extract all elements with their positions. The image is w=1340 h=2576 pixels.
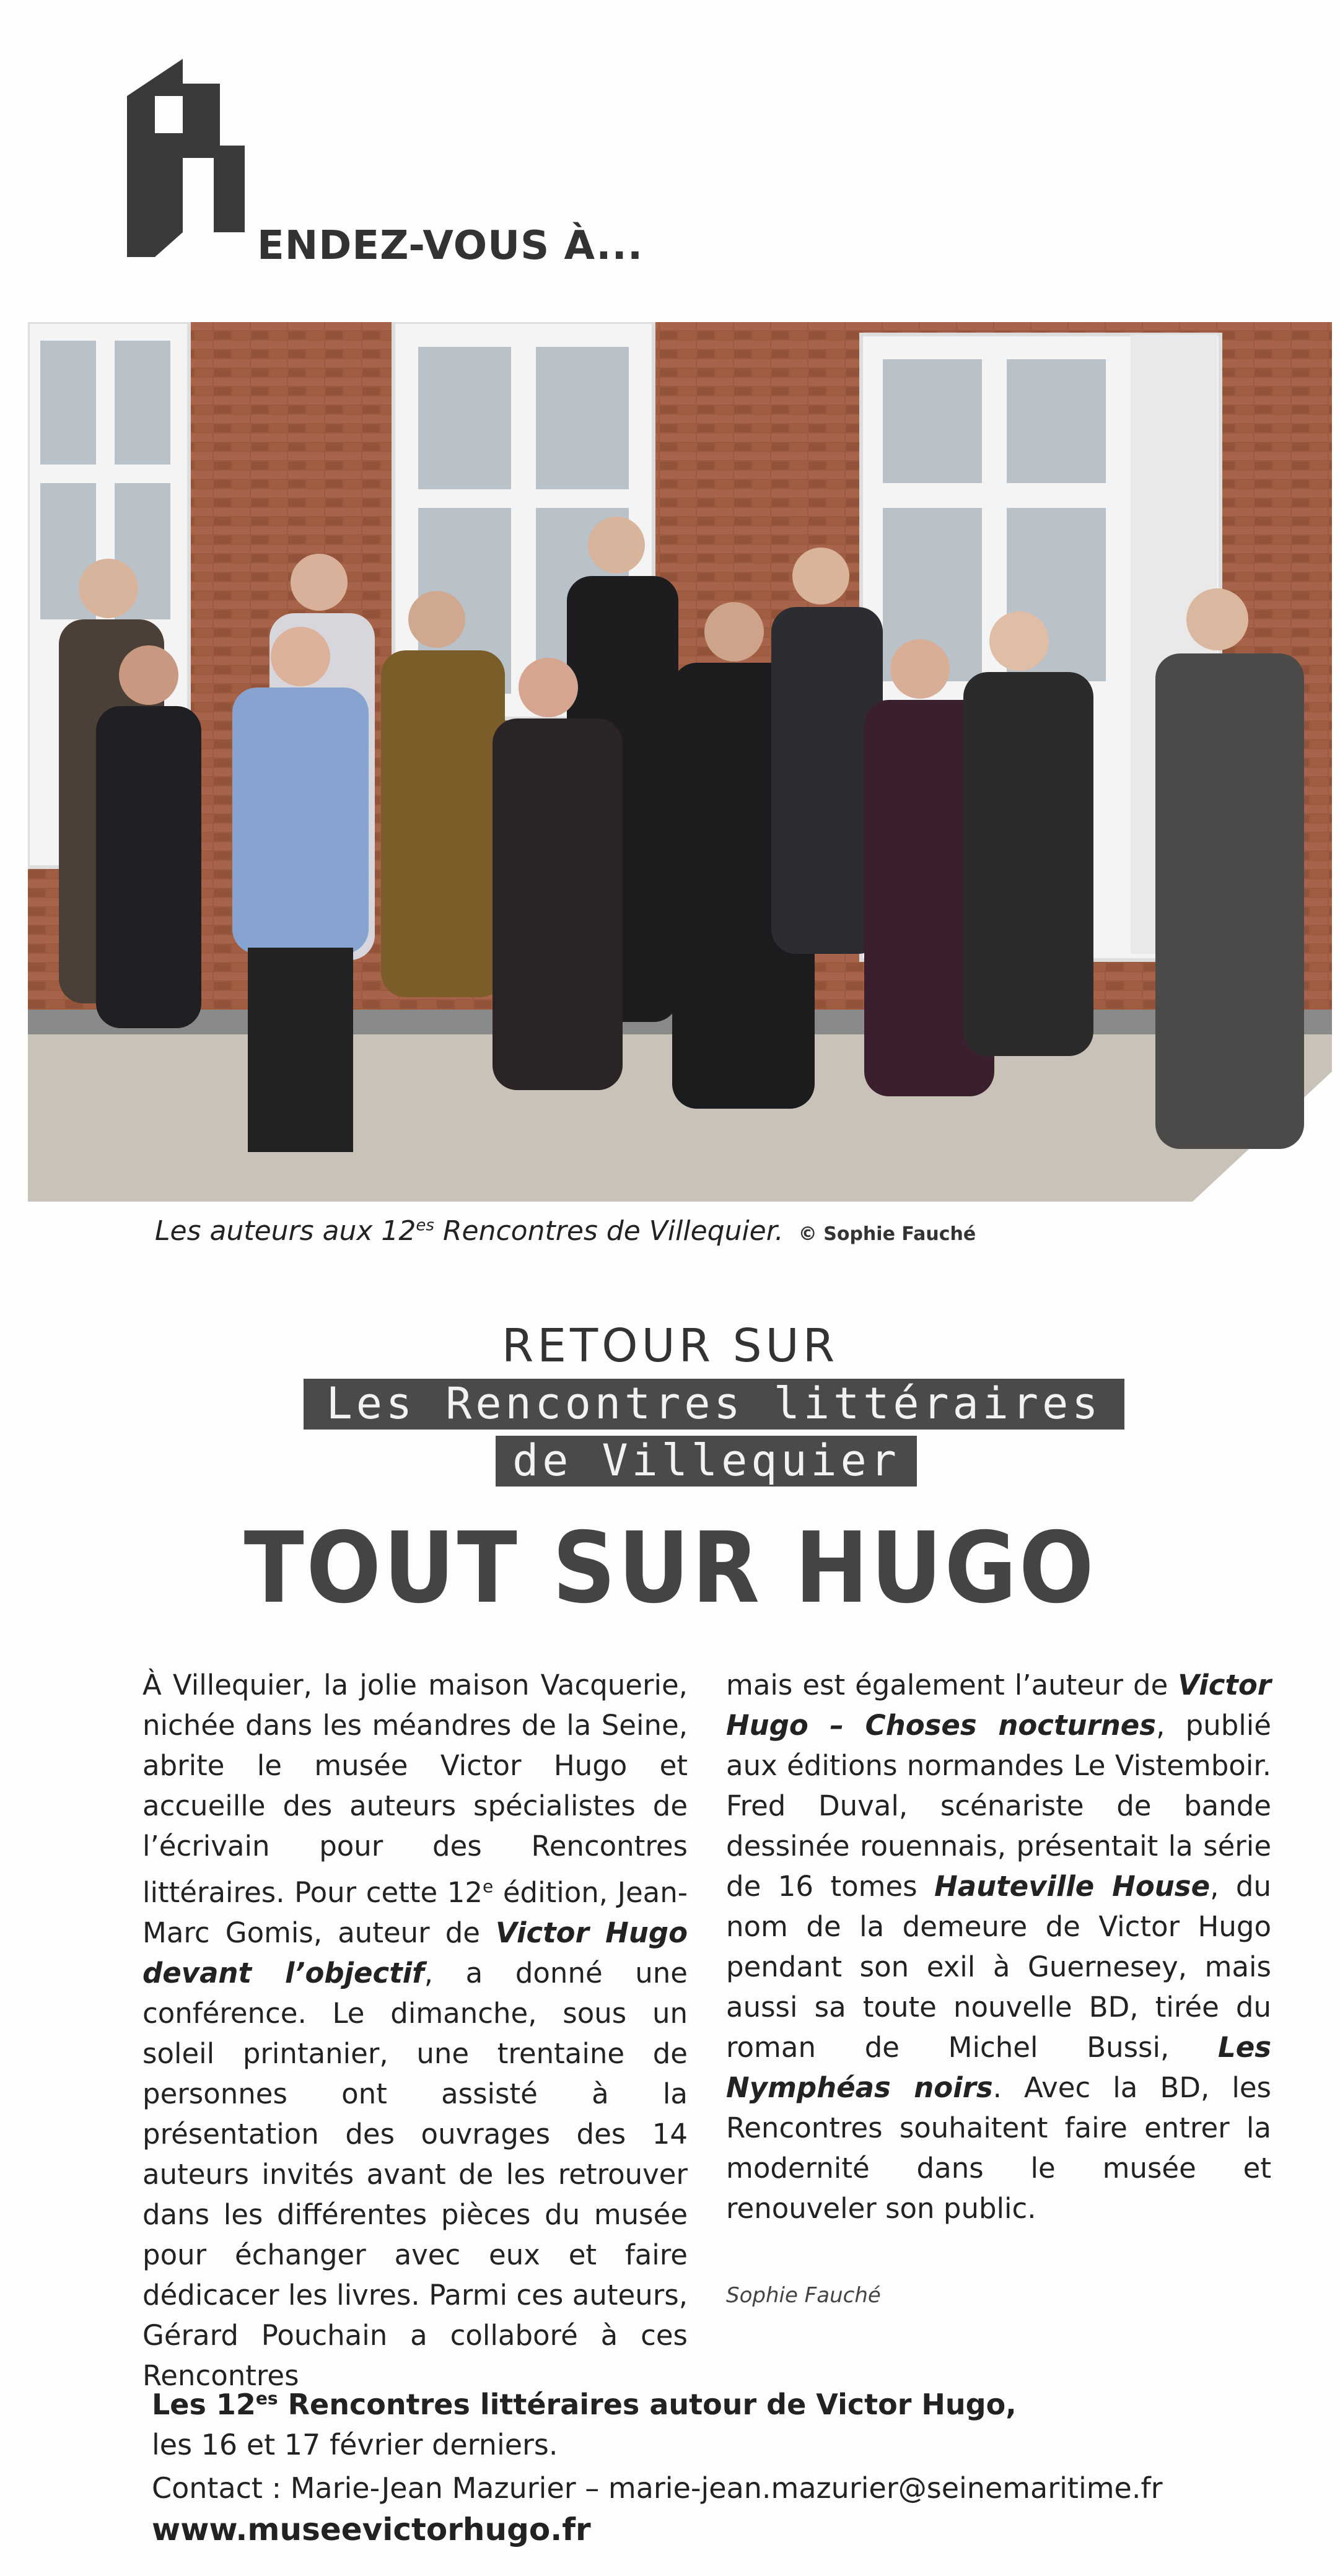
article-column-left: À Villequier, la jolie maison Vacquerie, nichée dans les méandres de la Seine, abrite le musée Victor Hugo et accueille des auteurs spécialistes de l’écrivain pour des Rencontres littéraires. Pour cette 12e édition, Jean-Marc Gomis, auteur de Victor Hugo devant l’objectif, a donné une conférence. Le dimanche, sous un soleil printanier, une trentaine de personnes ont assisté à la présentation des ouvrages des 14 auteurs invités avant de les retrouver dans les différentes pièces du musée pour échanger avec eux et faire dédicacer les livres. Parmi ces auteurs, Gérard Pouchain a collaboré à ces Rencontres (142, 1669, 688, 2392)
kicker: RETOUR SUR (501, 1319, 839, 1373)
photo-caption: Les auteurs aux $12^{es}$ Rencontres de Villequier. © Sophie Fauché (155, 1215, 976, 1247)
book-title: Les Nymphéas noirs (726, 2031, 1271, 2104)
website-link[interactable]: www.museevictorhugo.fr (152, 2512, 591, 2548)
subtitle-band-line2: de Villequier (496, 1436, 917, 1487)
photo-credit: © Sophie Fauché (798, 1223, 976, 1245)
author-signature: Sophie Fauché (726, 2283, 881, 2308)
header-text: ENDEZ-VOUS À... (257, 223, 644, 269)
book-title: Victor Hugo devant l’objectif (142, 1916, 688, 1989)
subtitle-band-line1: Les Rencontres littéraires (304, 1379, 1124, 1430)
book-title: Hauteville House (934, 1870, 1211, 1903)
contact-line: Contact : Marie-Jean Mazurier – marie-jean.mazurier@seinemaritime.fr (152, 2471, 1163, 2505)
big-r-logo (127, 59, 245, 257)
event-dates: les 16 et 17 février derniers. (152, 2428, 558, 2461)
event-title: Les $12^{es}$ Rencontres littéraires autour de Victor Hugo, (152, 2388, 1017, 2421)
group-photo (28, 322, 1332, 1202)
book-title: Victor Hugo – Choses nocturnes (726, 1669, 1271, 1742)
article-column-right: mais est également l’auteur de Victor Hugo – Choses nocturnes, publié aux éditions normandes Le Vistemboir. Fred Duval, scénariste de bande dessinée rouennais, présentait la série de 16 tomes Hauteville House, du nom de la demeure de Victor Hugo pendant son exil à Guernesey, mais aussi sa toute nouvelle BD, tirée du roman de Michel Bussi, Les Nymphéas noirs. Avec la BD, les Rencontres souhaitent faire entrer la modernité dans le musée et renouveler son public. (726, 1669, 1271, 2225)
headline: TOUT SUR HUGO (243, 1511, 1097, 1625)
